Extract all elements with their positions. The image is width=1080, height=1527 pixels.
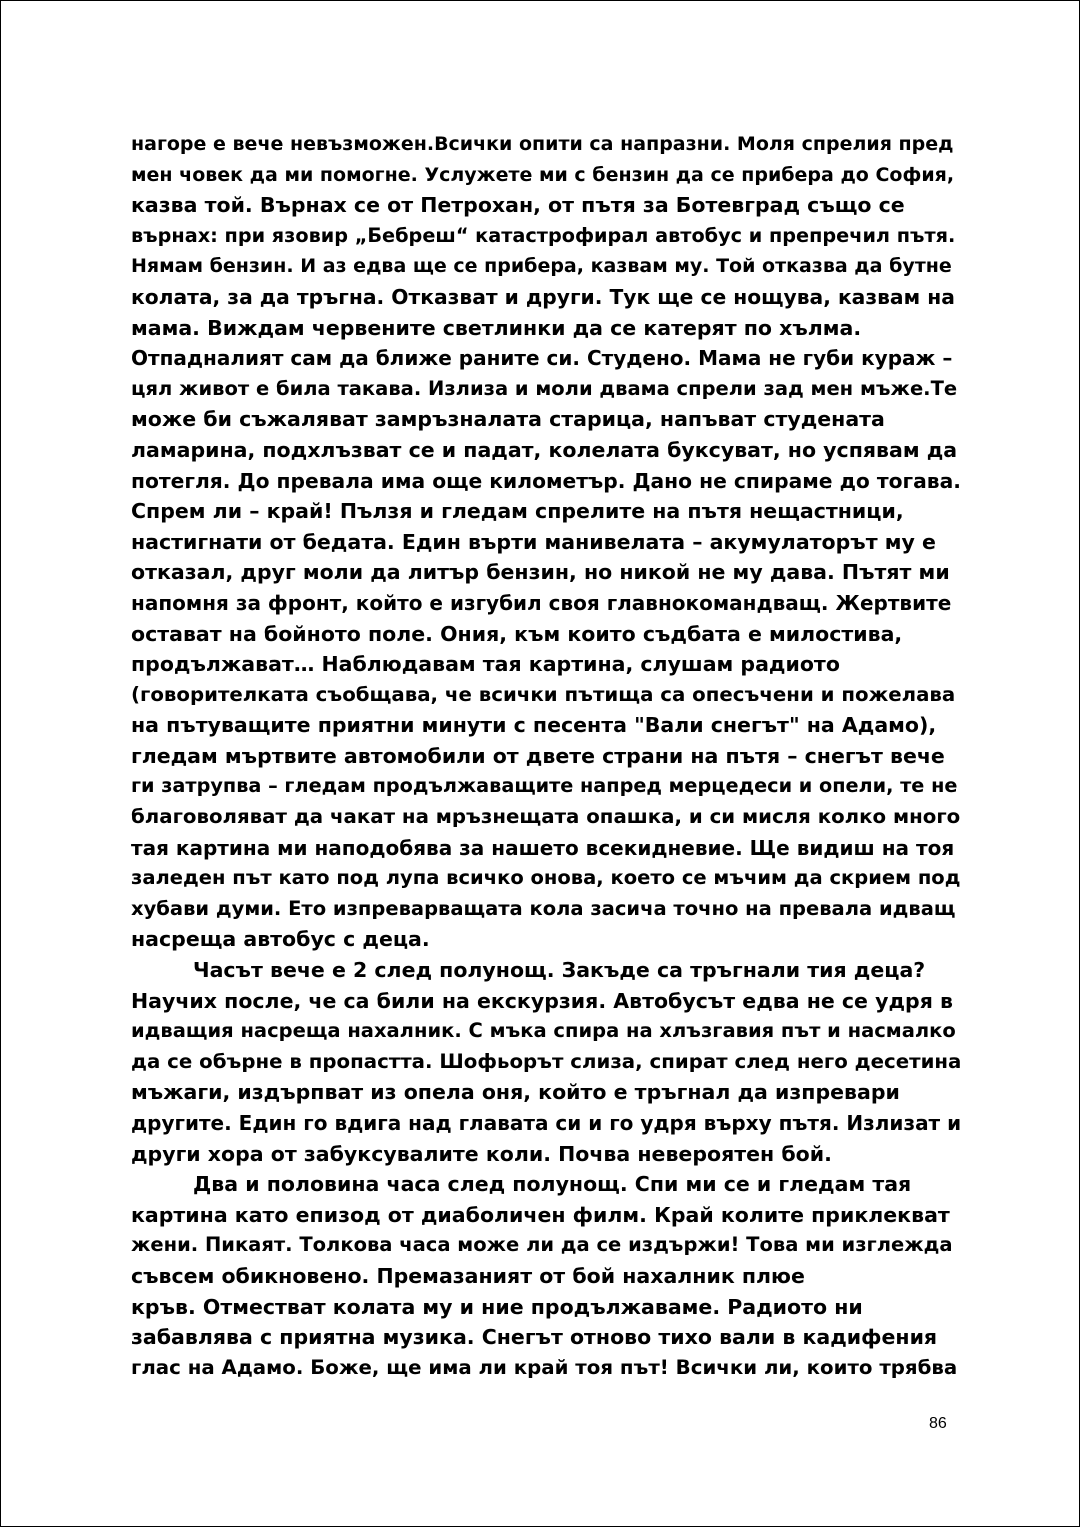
text-line: други хора от забуксувалите коли. Почва невероятен бой. (131, 1141, 832, 1166)
text-line: другите. Един го вдига над главата си и го удря върху пътя. Излизат и (131, 1111, 962, 1135)
text-line: казва той. Върнах се от Петрохан, от пътя за Ботевград също се (131, 193, 905, 218)
text-line: мама. Виждам червените светлинки да се катерят по хълма. (131, 315, 862, 340)
text-line: заледен път като под лупа всичко онова, което се мъчим да скрием под (131, 866, 961, 890)
paragraph-start-line: Часът вече е 2 след полунощ. Закъде са тръгнали тия деца? (193, 958, 926, 983)
text-line: забавлява с приятна музика. Снегът отново тихо вали в кадифения (131, 1325, 938, 1350)
text-line: Спрем ли – край! Пълзя и гледам спрелите на пътя нещастници, (131, 499, 904, 524)
text-line: съвсем обикновено. Премазаният от бой нахалник плюе (131, 1263, 805, 1288)
text-line: потегля. До превала има още километър. Дано не спираме до тогава. (131, 468, 961, 493)
text-line: хубави думи. Ето изпреварващата кола засича точно на превала идващ (131, 896, 956, 920)
text-line: кръв. Отместват колата му и ние продължаваме. Радиото ни (131, 1294, 863, 1319)
text-line: мен човек да ми помогне. Услужете ми с бензин да се прибера до София, (131, 163, 955, 186)
text-line: отказал, друг моли да литър бензин, но никой не му дава. Пътят ми (131, 560, 950, 585)
text-line: продължават… Наблюдавам тая картина, слушам радиото (131, 652, 840, 677)
text-line: благоволяват да чакат на мръзнещата опашка, и си мисля колко много (131, 805, 961, 829)
text-line: глас на Адамо. Боже, ще има ли край тоя път! Всички ли, които трябва (131, 1355, 958, 1379)
text-line: да се обърне в пропастта. Шофьорът слиза, спират след него десетина (131, 1049, 962, 1073)
text-line: напомня за фронт, който е изгубил своя главнокомандващ. Жертвите (131, 590, 952, 615)
text-line: остават на бойното поле. Ония, към които съдбата е милостива, (131, 621, 903, 646)
text-line: Научих после, че са били на екскурзия. Автобусът едва не се удря в (131, 988, 953, 1013)
text-line: картина като епизод от диаболичен филм. Край колите приклекват (131, 1202, 950, 1227)
text-line: Отпадналият сам да ближе раните си. Студено. Мама не губи кураж – (131, 346, 953, 371)
text-line: насреща автобус с деца. (131, 927, 430, 952)
body-text (131, 129, 961, 1383)
text-line: настигнати от бедата. Един върти манивелата – акумулаторът му е (131, 529, 936, 554)
page-number: 86 (929, 1415, 947, 1432)
paragraph-start-line: Два и половина часа след полунощ. Спи ми се и гледам тая (193, 1172, 912, 1197)
text-line: идващия насреща нахалник. С мъка спира на хлъзгавия път и насмалко (131, 1019, 956, 1043)
text-line: може би съжаляват замръзналата старица, напъват студената (131, 407, 885, 432)
text-line: гледам мъртвите автомобили от двете страни на пътя – снегът вече (131, 743, 945, 768)
text-line: тая картина ми наподобява за нашето всекидневие. Ще видиш на тоя (131, 835, 955, 860)
text-line: нагоре е вече невъзможен.Всички опити са напразни. Моля спрелия пред (131, 133, 954, 155)
text-line: ги затрупва – гледам продължаващите напред мерцедеси и опели, те не (131, 774, 958, 798)
text-line: Нямам бензин. И аз едва ще се прибера, казвам му. Той отказва да бутне (131, 255, 952, 278)
text-line: мъжаги, издърпват из опела оня, който е тръгнал да изпревари (131, 1080, 900, 1105)
text-line: цял живот е била такава. Излиза и моли двама спрели зад мен мъже.Те (131, 376, 958, 400)
text-line: върнах: при язовир „Бебреш“ катастрофирал автобус и препречил пътя. (131, 223, 956, 247)
text-line: жени. Пикаят. Толкова часа може ли да се издържи! Това ми изглежда (131, 1233, 953, 1257)
text-line: на пътуващите приятни минути с песента "Вали снегът" на Адамо), (131, 713, 937, 738)
text-line: (говорителката съобщава, че всички пътища са опесъчени и пожелава (131, 682, 956, 706)
text-line: ламарина, подхлъзват се и падат, колелата буксуват, но успявам да (131, 437, 958, 462)
text-line: колата, за да тръгна. Отказват и други. Тук ще се нощува, казвам на (131, 284, 955, 309)
